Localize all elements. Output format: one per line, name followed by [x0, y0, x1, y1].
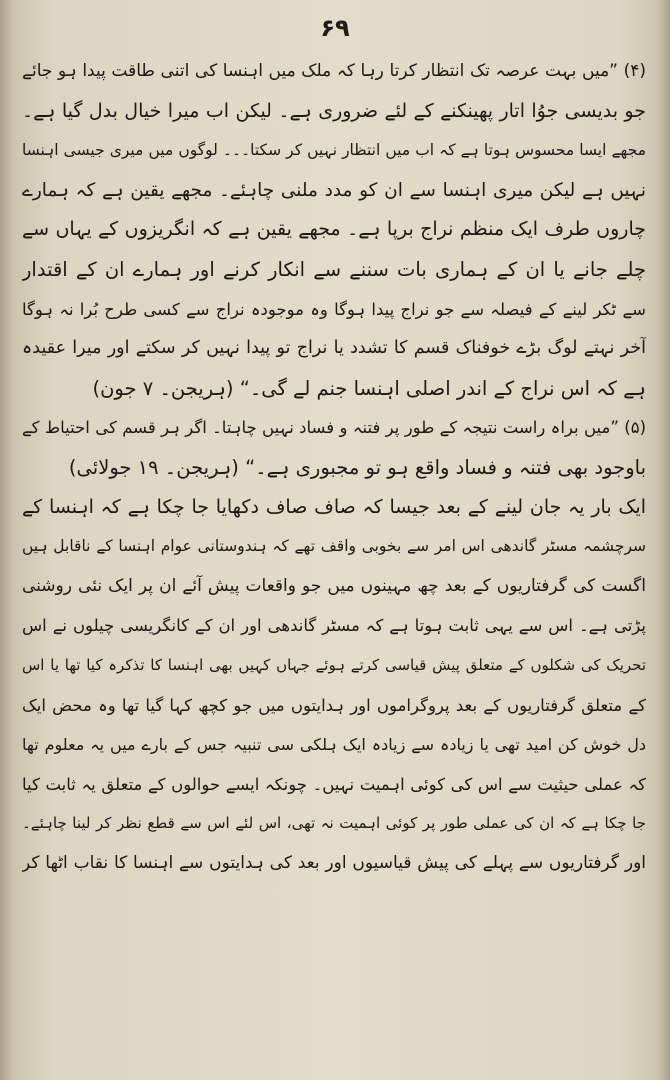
- text-line: چاروں طرف ایک منظم نراج برپا ہے۔ مجھے یقین ہے کہ انگریزوں کے یہاں سے: [22, 218, 646, 241]
- text-line: نہیں ہے لیکن میری اہنسا سے ان کو مدد ملنی چاہئے۔ مجھے یقین ہے کہ ہمارے: [22, 179, 646, 201]
- text-line: ہے کہ اس نراج کے اندر اصلی اہنسا جنم لے گی۔“ (ہریجن۔ ۷ جون): [92, 376, 646, 400]
- text-line: چلے جانے یا ان کے ہماری بات سننے سے انکار کرنے اور ہمارے ان کے اقتدار: [22, 257, 646, 281]
- text-line: کے متعلق گرفتاریوں کے بعد پروگراموں اور ہدایتوں میں جو کچھ کہا گیا تھا وہ محض ایک: [22, 695, 646, 715]
- text-line: پڑتی ہے۔ اس سے یہی ثابت ہوتا ہے کہ مسٹر گاندھی اور ان کے کانگریسی چیلوں نے اس: [22, 616, 646, 636]
- text-line: سے ٹکر لینے کے فیصلہ سے جو نراج پیدا ہوگا وہ موجودہ نراج سے کسی طرح بُرا نہ ہوگا: [22, 299, 646, 319]
- text-line: مجھے ایسا محسوس ہوتا ہے کہ اب میں انتظار نہیں کر سکتا۔۔۔ لوگوں میں میری جیسی اہنسا: [22, 141, 646, 160]
- text-line: آخر نہتے لوگ بڑے خوفناک قسم کا تشدد یا نراج تو پیدا نہیں کر سکتے اور میرا عقیدہ: [22, 338, 646, 359]
- page-edge-shadow-left: [0, 0, 14, 1080]
- body-text: [22, 52, 646, 883]
- page-number: ۶۹: [320, 14, 350, 42]
- text-line: باوجود بھی فتنہ و فساد واقع ہو تو مجبوری ہے۔“ (ہریجن۔ ۱۹ جولائی): [68, 455, 646, 479]
- text-line: (۴) ”میں بہت عرصہ تک انتظار کرتا رہا کہ ملک میں اہنسا کی اتنی طاقت پیدا ہو جائے: [22, 61, 646, 81]
- text-line: اور گرفتاریوں سے پہلے کی پیش قیاسیوں اور بعد کی ہدایتوں سے اہنسا کا نقاب اٹھا کر: [22, 852, 646, 873]
- text-line: (۵) ”میں براہ راست نتیجہ کے طور پر فتنہ و فساد نہیں چاہتا۔ اگر ہر قسم کی احتیاط کے: [22, 418, 646, 438]
- text-line: جو بدیسی جوُا اتار پھینکنے کے لئے ضروری ہے۔ لیکن اب میرا خیال بدل گیا ہے۔: [22, 99, 646, 122]
- text-line: اگست کی گرفتاریوں کے بعد چھ مہینوں میں جو واقعات پیش آئے ان پر ایک نئی روشنی: [22, 575, 646, 596]
- text-line: دل خوش کن امید تھی یا زیادہ سے زیادہ ایک ہلکی سی تنبیہ جس کے بارے میں یہ معلوم تھا: [22, 735, 646, 755]
- text-line: سرچشمہ مسٹر گاندھی اس امر سے بخوبی واقف تھے کہ ہندوستانی عوام اہنسا کے ناقابل ہیں: [22, 537, 646, 556]
- text-line: تحریک کی شکلوں کے متعلق پیش قیاسی کرتے ہوئے جہاں کہیں بھی اہنسا کا تذکرہ کیا تھا یا اس: [22, 655, 646, 674]
- text-line: جا چکا ہے کہ ان کی عملی طور پر کوئی اہمیت نہ تھی، اس لئے اس سے قطع نظر کر لینا چاہئے۔: [22, 814, 646, 833]
- page-edge-shadow-right: [656, 0, 670, 1080]
- text-line: کہ عملی حیثیت سے اس کی کوئی اہمیت نہیں۔ چونکہ ایسے حوالوں کے متعلق یہ ثابت کیا: [22, 774, 646, 794]
- text-line: ایک بار یہ جان لینے کے بعد جیسا کہ صاف صاف دکھایا جا چکا ہے کہ اہنسا کے: [22, 495, 646, 518]
